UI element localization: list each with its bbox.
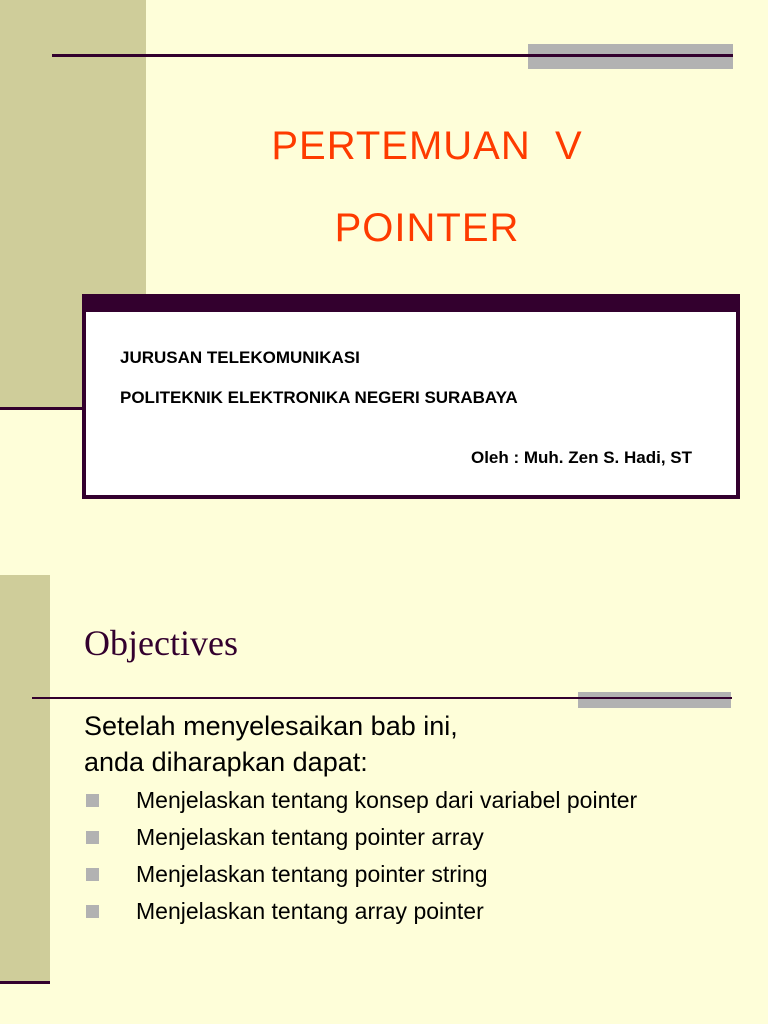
institution-box [82,294,740,499]
square-bullet-icon [86,868,99,881]
square-bullet-icon [86,905,99,918]
slide1-title-line1: PERTEMUAN V [271,124,583,168]
slide1-accent-bar [528,44,733,69]
author-credit: Oleh : Muh. Zen S. Hadi, ST [470,448,692,467]
slide1-sidebar-rule [0,407,84,410]
institution-box-body [86,312,736,495]
list-item [86,859,637,896]
square-bullet-icon [86,831,99,844]
square-bullet-icon [86,794,99,807]
department-name: JURUSAN TELEKOMUNIKASI [120,348,360,367]
slide2-sidebar-rule [0,981,50,984]
list-item-text: Menjelaskan tentang pointer array [136,824,484,850]
slide2-sidebar-panel [0,575,50,983]
objectives-list [86,785,637,933]
slide2-accent-bar [578,692,731,708]
list-item-text: Menjelaskan tentang array pointer [136,898,484,924]
slide2-heading: Objectives [84,623,238,663]
slide2-intro [84,708,458,780]
list-item [86,785,637,822]
list-item [86,896,637,933]
institution-name: POLITEKNIK ELEKTRONIKA NEGERI SURABAYA [120,388,518,407]
intro-line2: anda diharapkan dapat: [84,747,368,777]
list-item-text: Menjelaskan tentang pointer string [136,861,488,887]
list-item [86,822,637,859]
slide1-title-line2: POINTER [334,206,520,250]
intro-line1: Setelah menyelesaikan bab ini, [84,711,458,741]
list-item-text: Menjelaskan tentang konsep dari variabel pointer [136,787,638,813]
